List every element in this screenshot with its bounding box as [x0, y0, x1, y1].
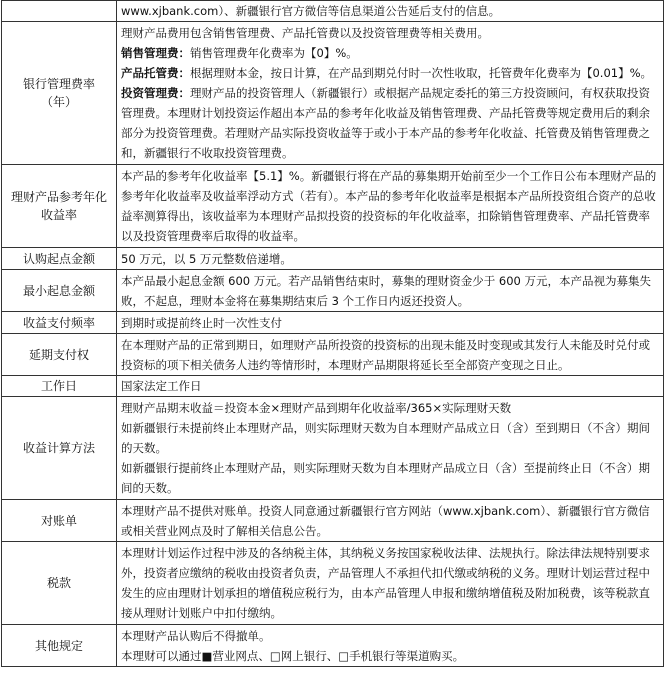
table-row — [2, 397, 664, 500]
content-line: 国家法定工作日 — [121, 379, 202, 393]
content-line: 理财产品期末收益＝投资本金×理财产品到期年化收益率/365×实际理财天数 — [121, 401, 512, 415]
table-row — [2, 248, 664, 270]
term-heading: 投资管理费： — [121, 86, 190, 100]
row-content — [117, 500, 664, 542]
content-line: 本理财产品不提供对账单。投资人同意通过新疆银行官方网站（www.xjbank.com）、新疆银行官方微信或相关营业网点及时了解相关信息公告。 — [121, 503, 650, 538]
table-row — [2, 312, 664, 334]
row-label: 理财产品参考年化收益率 — [2, 165, 117, 248]
content-line: 销售管理费：销售管理费年化费率为【0】%。 — [121, 46, 358, 60]
row-content — [117, 312, 664, 334]
row-label: 银行管理费率（年） — [2, 22, 117, 165]
row-label: 税款 — [2, 542, 117, 625]
content-line: 50 万元，以 5 万元整数倍递增。 — [121, 251, 292, 266]
row-label: 最小起息金额 — [2, 270, 117, 312]
row-content — [117, 376, 664, 397]
table-row — [2, 334, 664, 376]
table-row — [2, 1, 664, 22]
row-content — [117, 165, 664, 248]
content-line: 本理财产品认购后不得撤单。 — [121, 628, 271, 643]
table-row — [2, 270, 664, 312]
table-row — [2, 542, 664, 625]
content-line: 如新疆银行未提前终止本理财产品，则实际理财天数为自本理财产品成立日（含）至到期日（不含）期间的天数。 — [121, 421, 650, 455]
content-line: 投资管理费：理财产品的投资管理人（新疆银行）或根据产品规定委托的第三方投资顾问，有权获取投资管理费。本理财计划投资运作超出本产品的参考年化收益及销售管理费、产品托管费等规定费用后的剩余部分为投资管理费。若理财产品实际投资收益等于或小于本产品的参考年化收益、托管费及销售管理费之和，新疆银行不收取投资管理费。 — [121, 86, 650, 160]
content-line: www.xjbank.com）、新疆银行官方微信等信息渠道公告延后支付的信息。 — [121, 4, 501, 18]
row-label: 对账单 — [2, 500, 117, 542]
row-label: 收益计算方法 — [2, 397, 117, 500]
content-line: 本理财计划运作过程中涉及的各纳税主体，其纳税义务按国家税收法律、法规执行。除法律法规特别要求外，投资者应缴纳的税收由投资者负责，产品管理人不承担代扣代缴或纳税的义务。理财计划运营过程中发生的应由理财计划承担的增值税应税行为，由本产品管理人申报和缴纳增值税及附加税费，该等税款直接从理财计划账户中扣付缴纳。 — [121, 546, 650, 620]
row-label: 其他规定 — [2, 625, 117, 667]
row-label: 认购起点金额 — [2, 248, 117, 270]
row-content — [117, 397, 664, 500]
row-content — [117, 542, 664, 625]
row-content — [117, 625, 664, 667]
content-line: 如新疆银行提前终止本理财产品，则实际理财天数为自本理财产品成立日（含）至提前终止日（不含）期间的天数。 — [121, 461, 650, 495]
content-line: 理财产品费用包含销售管理费、产品托管费以及投资管理费等相关费用。 — [121, 26, 489, 40]
content-line: 到期时或提前终止时一次性支付 — [121, 315, 282, 330]
row-content — [117, 22, 664, 165]
content-line: 本产品最小起息金额 600 万元。若产品销售结束时，募集的理财资金少于 600 万元，本产品视为募集失败，不起息，理财本金将在募集期结束后 3 个工作日内返还投资人。 — [121, 273, 652, 308]
table-row — [2, 376, 664, 397]
row-label — [2, 1, 117, 22]
content-line: 本理财可以通过■营业网点、□网上银行、□手机银行等渠道购买。 — [121, 648, 465, 663]
row-content — [117, 270, 664, 312]
row-content — [117, 1, 664, 22]
content-line: 在本理财产品的正常到期日，如理财产品所投资的投资标的出现未能及时变现或其发行人未能及时兑付或投资标的项下相关债务人违约等情形时，本理财产品期限将延长至全部资产变现之日止。 — [121, 337, 650, 372]
row-label: 工作日 — [2, 376, 117, 397]
table-row — [2, 500, 664, 542]
content-line: 产品托管费：根据理财本金，按日计算，在产品到期兑付时一次性收取，托管费年化费率为【0.01】%。 — [121, 66, 653, 80]
product-terms-table — [1, 0, 664, 667]
table-row — [2, 22, 664, 165]
row-label: 收益支付频率 — [2, 312, 117, 334]
content-line: 本产品的参考年化收益率【5.1】%。新疆银行将在产品的募集期开始前至少一个工作日公布本理财产品的参考年化收益率及收益率浮动方式（若有）。本产品的参考年化收益率是根据本产品所投资组合资产的总收益率测算得出，该收益率为本理财产品拟投资的投资标的年化收益率，扣除销售管理费率、产品托管费率以及投资管理费率后取得的收益率。 — [121, 169, 657, 243]
row-content — [117, 334, 664, 376]
row-label: 延期支付权 — [2, 334, 117, 376]
term-heading: 产品托管费： — [121, 66, 190, 80]
table-row — [2, 165, 664, 248]
table-row — [2, 625, 664, 667]
term-heading: 销售管理费： — [121, 46, 190, 60]
row-content — [117, 248, 664, 270]
